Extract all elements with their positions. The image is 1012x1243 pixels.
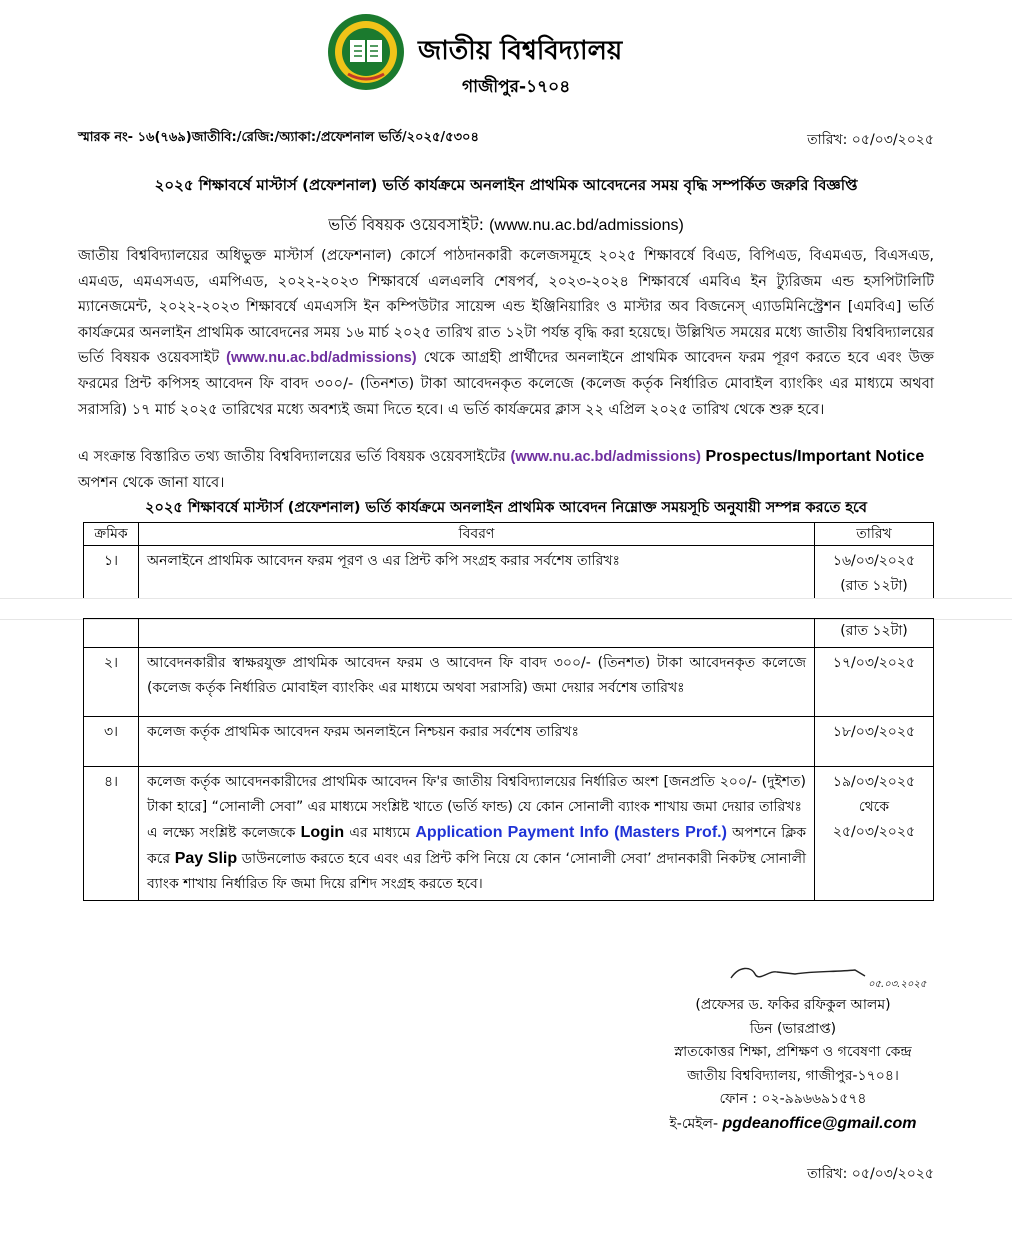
row-date: ১৭/০৩/২০২৫ <box>815 648 934 717</box>
row-date <box>815 767 934 901</box>
row-date-end: ২৫/০৩/২০২৫ <box>832 824 916 840</box>
signature-date: ০৫.০৩.২০২৫ <box>868 979 927 990</box>
signatory-institution: জাতীয় বিশ্ববিদ্যালয়, গাজীপুর-১৭০৪। <box>687 1067 899 1084</box>
row-serial: ৪। <box>84 767 139 901</box>
email-address[interactable]: pgdeanoffice@gmail.com <box>722 1114 917 1132</box>
notice-paragraph-1 <box>78 244 934 423</box>
row-date: ১৮/০৩/২০২৫ <box>815 717 934 767</box>
schedule-title: ২০২৫ শিক্ষাবর্ষে মাস্টার্স (প্রফেশনাল) ভর্তি কার্যক্রমে অনলাইন প্রাথমিক আবেদন নিম্নোক্ত সময়সূচি অনুযায়ী সম্পন্ন করতে হবে <box>145 500 867 516</box>
note-text-a: এ লক্ষ্যে সংশ্লিষ্ট কলেজকে <box>147 825 296 841</box>
row-serial: ৩। <box>84 717 139 767</box>
row-description: কলেজ কর্তৃক প্রাথমিক আবেদন ফরম অনলাইনে নিশ্চয়ন করার সর্বশেষ তারিখঃ <box>139 717 815 767</box>
header-serial: ক্রমিক <box>84 523 139 546</box>
table-row <box>84 767 934 901</box>
row-date-start: ১৯/০৩/২০২৫ <box>832 774 916 790</box>
row-date-time: (রাত ১২টা) <box>840 578 908 594</box>
row-serial: ২। <box>84 648 139 717</box>
row-description-main: কলেজ কর্তৃক আবেদনকারীদের প্রাথমিক আবেদন ফি'র জাতীয় বিশ্ববিদ্যালয়ের নির্ধারিত অংশ [জনপ্রতি ২০০/- (দুইশত) টাকা হারে] “সোনালী সেবা” এর মাধ্যমে সংশ্লিষ্ট খাতে (ভর্তি ফান্ড) যে কোন সোনালী ব্যাংক শাখায় জমা দেয়ার তারিখঃ <box>147 774 806 815</box>
email-label: ই-মেইল- <box>669 1115 719 1132</box>
signatory-designation: ডিন (ভারপ্রাপ্ত) <box>749 1020 837 1037</box>
pay-slip-label: Pay Slip <box>174 850 238 867</box>
note-text-d: ডাউনলোড করতে হবে এবং এর প্রিন্ট কপি নিয়ে যে কোন ‘সোনালী সেবা’ প্রদানকারী নিকটস্থ সোনালী ব্যাংক শাখায় নির্ধারিত ফি জমা দিয়ে রশিদ সংগ্রহ করতে হবে। <box>147 851 807 892</box>
para1-website-link[interactable]: (www.nu.ac.bd/admissions) <box>226 350 417 367</box>
signatory-email-line <box>640 1112 946 1137</box>
university-name: জাতীয় বিশ্ববিদ্যালয় <box>418 36 623 66</box>
para2-text-1: এ সংক্রান্ত বিস্তারিত তথ্য জাতীয় বিশ্ববিদ্যালয়ের ভর্তি বিষয়ক ওয়েবসাইটের <box>78 449 506 465</box>
para1-text-1: জাতীয় বিশ্ববিদ্যালয়ের অধিভুক্ত মাস্টার্স (প্রফেশনাল) কোর্সে পাঠদানকারী কলেজসমূহে ২০২৫ শিক্ষাবর্ষে বিএড, বিপিএড, বিএমএড, বিএসএড, এমএড, এমএসএড, এমপিএড, ২০২২-২০২৩ শিক্ষাবর্ষে এলএলবি শেষপর্ব, ২০২৩-২০২৪ শিক্ষাবর্ষে এমবিএ ইন ট্যুরিজম এন্ড হসপিটালিটি ম্যানেজমেন্ট, ২০২২-২০২৩ শিক্ষাবর্ষে এমএসসি ইন কম্পিউটার সায়েন্স এন্ড ইঞ্জিনিয়ারিং ও মাস্টার অব বিজনেস্ এ্যাডমিনিস্ট্রেশন [এমবিএ] ভর্তি কার্যক্রমের অনলাইন প্রাথমিক আবেদনের সময় ১৬ মার্চ ২০২৫ তারিখ রাত ১২টা পর্যন্ত বৃদ্ধি করা হয়েছে। উল্লিখিত সময়ের মধ্যে জাতীয় বিশ্ববিদ্যালয়ের ভর্তি বিষয়ক ওয়েবসাইট <box>78 248 934 367</box>
table-row <box>84 717 934 767</box>
row-serial: ১। <box>84 546 139 603</box>
para2-prospectus-notice: Prospectus/Important Notice <box>705 448 925 465</box>
footer-date: তারিখ: ০৫/০৩/২০২৫ <box>807 1166 934 1182</box>
note-text-c: অপশনে ক্লিক করে <box>147 825 807 867</box>
national-university-seal-icon <box>326 12 406 92</box>
table-row <box>84 648 934 717</box>
schedule-table <box>83 522 934 603</box>
website-line <box>78 212 934 239</box>
table-row <box>84 546 934 603</box>
header-description: বিবরণ <box>139 523 815 546</box>
signatory-phone: ফোন : ০২-৯৯৬৬৯১৫৭৪ <box>719 1091 867 1107</box>
table-header-row <box>84 523 934 546</box>
row-date-value: ১৬/০৩/২০২৫ <box>832 553 916 569</box>
row-date-to: থেকে <box>858 799 890 815</box>
schedule-table-continued <box>83 618 934 901</box>
website-label: ভর্তি বিষয়ক ওয়েবসাইট: <box>328 215 484 234</box>
row-description: আবেদনকারীর স্বাক্ষরযুক্ত প্রাথমিক আবেদন ফরম ও আবেদন ফি বাবদ ৩০০/- (তিনশত) টাকা আবেদনকৃত কলেজে (কলেজ কর্তৃক নির্ধারিত মোবাইল ব্যাংকিং এর মাধ্যমে অথবা সরাসরি) জমা দেয়ার সর্বশেষ তারিখঃ <box>139 648 815 717</box>
page-break <box>0 598 1012 620</box>
row-date-time-repeat: (রাত ১২টা) <box>815 619 934 648</box>
table-row-continued <box>84 619 934 648</box>
notice-paragraph-2 <box>78 444 934 496</box>
para2-text-2: অপশন থেকে জানা যাবে। <box>78 474 225 491</box>
signature-block <box>640 994 946 1136</box>
header-date: তারিখ <box>815 523 934 546</box>
row-description: অনলাইনে প্রাথমিক আবেদন ফরম পূরণ ও এর প্রিন্ট কপি সংগ্রহ করার সর্বশেষ তারিখঃ <box>139 546 815 603</box>
website-url[interactable]: (www.nu.ac.bd/admissions) <box>489 217 684 234</box>
memo-number: স্মারক নং- ১৬(৭৬৯)জাতীবি:/রেজি:/অ্যাকা:/প্রফেশনাল ভর্তি/২০২৫/৫৩০৪ <box>78 130 479 145</box>
row-description <box>139 767 815 901</box>
memo-date: তারিখ: ০৫/০৩/২০২৫ <box>807 132 934 148</box>
note-text-b: এর মাধ্যমে <box>349 825 411 841</box>
university-address: গাজীপুর-১৭০৪ <box>462 77 571 97</box>
para1-text-2: থেকে আগ্রহী প্রার্থীদের অনলাইনে প্রাথমিক আবেদন ফরম পূরণ করতে হবে এবং উক্ত ফরমের প্রিন্ট কপিসহ আবেদন ফি বাবদ ৩০০/- (তিনশত) টাকা আবেদনকৃত কলেজে (কলেজ কর্তৃক নির্ধারিত মোবাইল ব্যাংকিং এর মাধ্যমে অথবা সরাসরি) ১৭ মার্চ ২০২৫ তারিখের মধ্যে অবশ্যই জমা দিতে হবে। এ ভর্তি কার্যক্রমের ক্লাস ২২ এপ্রিল ২০২৫ তারিখ থেকে শুরু হবে। <box>78 350 934 418</box>
application-payment-info-link[interactable]: Application Payment Info (Masters Prof.) <box>415 824 727 841</box>
para2-website-link[interactable]: (www.nu.ac.bd/admissions) <box>510 449 701 465</box>
signatory-name: (প্রফেসর ড. ফকির রফিকুল আলম) <box>695 997 891 1013</box>
row-date <box>815 546 934 603</box>
login-label: Login <box>300 824 345 841</box>
notice-title: ২০২৫ শিক্ষাবর্ষে মাস্টার্স (প্রফেশনাল) ভর্তি কার্যক্রমে অনলাইন প্রাথমিক আবেদনের সময় বৃদ্ধি সম্পর্কিত জরুরি বিজ্ঞপ্তি <box>154 176 858 194</box>
signatory-department: স্নাতকোত্তর শিক্ষা, প্রশিক্ষণ ও গবেষণা কেন্দ্র <box>674 1044 912 1060</box>
